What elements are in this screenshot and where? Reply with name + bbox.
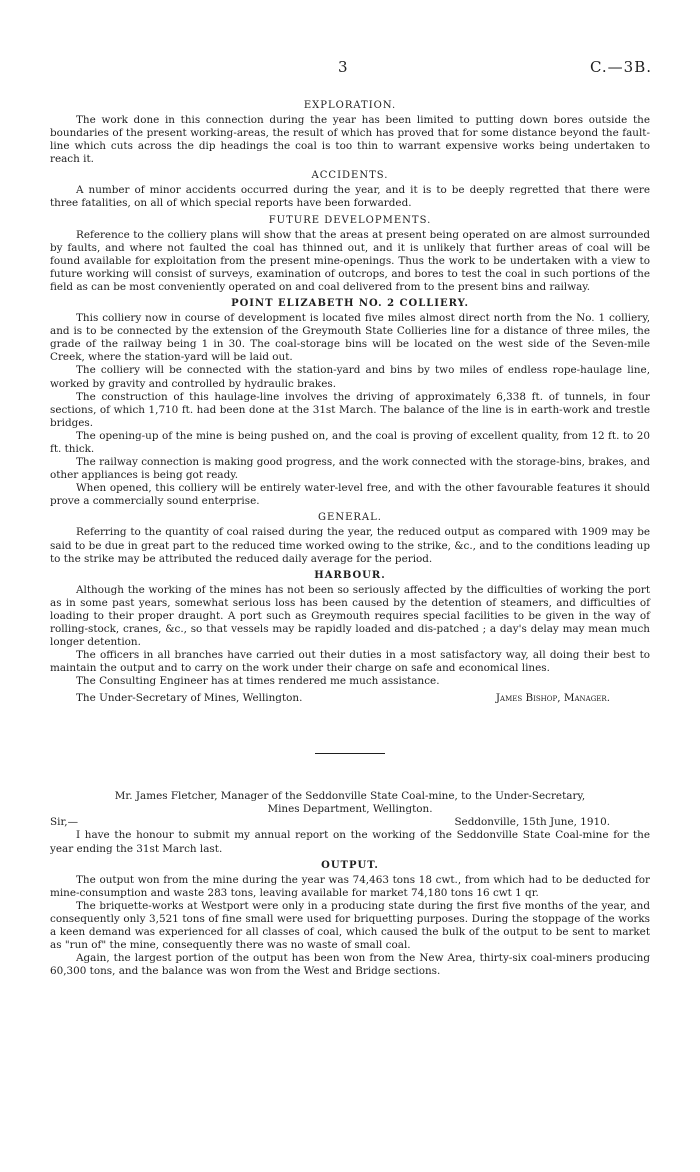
heading-output: OUTPUT. <box>321 859 379 871</box>
paragraph: Referring to the quantity of coal raised during the year, the reduced output as compared with 1909 may be said to be due in great part to the reduced time worked owing to the strike, &c., and to the conditions leading up to the strike may be attributed the reduced daily average for the period. <box>50 526 650 565</box>
paragraph: The work done in this connection during the year has been limited to putting down bores outside the boundaries of the present working-areas, the result of which has proved that for some distance beyond the fault-line which cuts across the dip headings the coal is too thin to warrant expensive works being undertaken to reach it. <box>50 114 650 166</box>
heading-exploration: EXPLORATION. <box>303 100 397 111</box>
heading-general: GENERAL. <box>318 512 382 524</box>
section-divider <box>315 753 385 754</box>
letter-intro-line2: Mines Department, Wellington. <box>267 803 433 816</box>
salutation-row <box>50 816 650 829</box>
letter-intro-line1: Mr. James Fletcher, Manager of the Seddonville State Coal-mine, to the Under-Secretary, <box>114 790 586 803</box>
report-body <box>50 96 650 978</box>
paragraph: The officers in all branches have carried out their duties in a most satisfactory way, all doing their best to maintain the output and to carry on the work under their charge on safe and economical lines. <box>50 649 650 675</box>
paragraph: A number of minor accidents occurred during the year, and it is to be deeply regretted that there were three fatalities, on all of which special reports have been forwarded. <box>50 184 650 210</box>
paragraph: The Consulting Engineer has at times rendered me much assistance. <box>76 675 440 688</box>
paragraph: The opening-up of the mine is being pushed on, and the coal is proving of excellent quality, from 12 ft. to 20 ft. thick. <box>50 429 650 455</box>
paragraph: The railway connection is making good progress, and the work connected with the storage-bins, brakes, and other appliances is being got ready. <box>50 456 650 482</box>
paragraph: Although the working of the mines has not been so seriously affected by the difficulties of working the port as in some past years, somewhat serious loss has been caused by the detention of steamers, and difficulties of loading to their proper draught. A port such as Greymouth requires special facilities to be given in the way of rolling-stock, cranes, &c., so that vessels may be rapidly loaded and dis-patched ; a day's delay may mean much longer detention. <box>50 583 650 649</box>
place-date: Seddonville, 15th June, 1910. <box>454 816 610 829</box>
heading-harbour: HARBOUR. <box>314 569 386 581</box>
salutation: Sir,— <box>50 816 78 829</box>
paragraph: When opened, this colliery will be entirely water-level free, and with the other favourable features it should prove a commercially sound enterprise. <box>50 482 650 508</box>
paragraph: I have the honour to submit my annual report on the working of the Seddonville State Coal-mine for the year ending the 31st March last. <box>50 829 650 855</box>
paragraph: Reference to the colliery plans will show that the areas at present being operated on are almost surrounded by faults, and where not faulted the coal has thinned out, and it is unlikely that further areas of coal will be found available for exploitation from the present mine-openings. Thus the work to be undertaken with a view to future working will consist of surveys, examination of outcrops, and bores to test the coal in such portions of the field as can be most conveniently operated on and coal delivered from to the present bins and railway. <box>50 228 650 293</box>
paragraph: The construction of this haulage-line involves the driving of approximately 6,338 ft. of tunnels, in four sections, of which 1,710 ft. had been done at the 31st March. The balance of the line is in earth-work and trestle bridges. <box>50 390 650 429</box>
heading-point-elizabeth: POINT ELIZABETH NO. 2 COLLIERY. <box>231 298 469 310</box>
addressee: The Under-Secretary of Mines, Wellington. <box>76 692 303 705</box>
paragraph: This colliery now in course of development is located five miles almost direct north from the No. 1 colliery, and is to be connected by the extension of the Greymouth State Collieries line for a distance of three miles, the grade of the railway being 1 in 30. The coal-storage bins will be located on the west side of the Seven-mile Creek, where the station-yard will be laid out. <box>50 312 650 364</box>
paragraph: Again, the largest portion of the output has been won from the New Area, thirty-six coal-miners producing 60,300 tons, and the balance was won from the West and Bridge sections. <box>50 952 650 978</box>
heading-accidents: ACCIDENTS. <box>311 170 389 182</box>
paragraph: The briquette-works at Westport were only in a producing state during the first five months of the year, and consequently only 3,521 tons of fine small were used for briquetting purposes. During the stoppage of the works a keen demand was experienced for all classes of coal, which caused the bulk of the output to be sent to market as "run of" the mine, consequently there was no waste of small coal. <box>50 899 650 952</box>
page-header <box>0 58 700 78</box>
signer: James Bishop, Manager. <box>495 692 610 705</box>
paragraph: The output won from the mine during the year was 74,463 tons 18 cwt., from which had to be deducted for mine-consumption and waste 283 tons, leaving available for market 74,180 tons 16 cwt 1 qr. <box>50 873 650 899</box>
signature-block <box>50 692 650 705</box>
heading-future-developments: FUTURE DEVELOPMENTS. <box>268 214 432 226</box>
document-reference: C.—3B. <box>589 58 652 76</box>
page-number: 3 <box>338 58 348 76</box>
paragraph: The colliery will be connected with the station-yard and bins by two miles of endless rope-haulage line, worked by gravity and controlled by hydraulic brakes. <box>50 364 650 390</box>
